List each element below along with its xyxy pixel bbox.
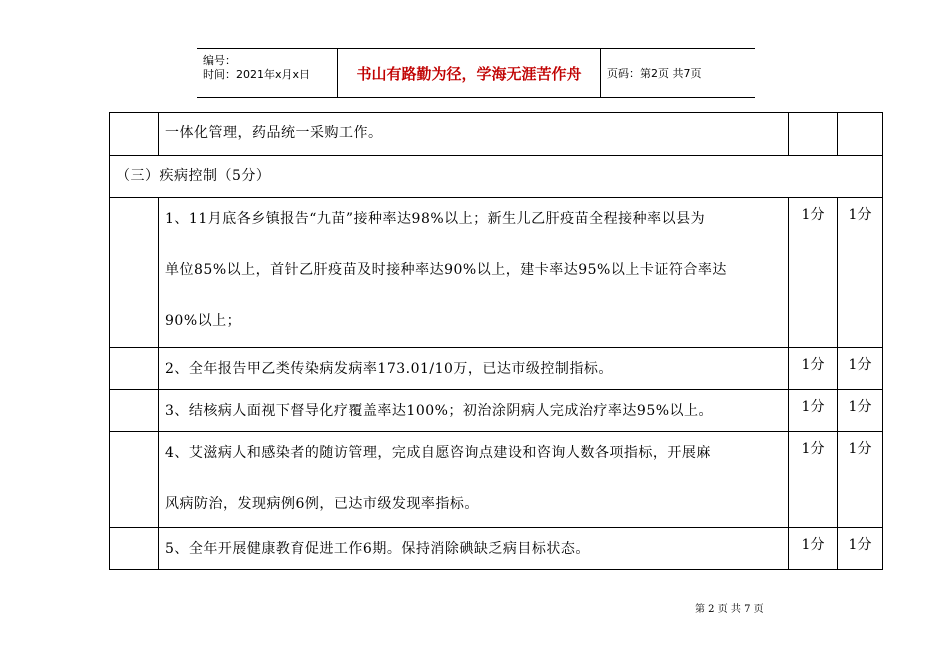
table-row [110, 390, 883, 432]
score-value: 1分 [801, 207, 825, 223]
item-line: 单位85%以上，首针乙肝疫苗及时接种率达90%以上，建卡率达95%以上卡证符合率达 [165, 262, 727, 278]
empty-cell [838, 113, 883, 156]
actual-cell [838, 528, 883, 570]
item-text-cell [159, 390, 789, 432]
score-cell [789, 528, 838, 570]
item-text-cell [159, 432, 789, 528]
time-label: 时间：2021年x月x日 [203, 68, 311, 81]
table-row [110, 348, 883, 390]
header-motto [337, 49, 601, 97]
item-text-cell [159, 528, 789, 570]
actual-value: 1分 [848, 441, 872, 457]
item-line: 3、结核病人面视下督导化疗覆盖率达100%；初治涂阴病人完成治疗率达95%以上。 [165, 403, 714, 419]
assessment-table [109, 112, 883, 570]
empty-cell [110, 390, 159, 432]
empty-cell [110, 528, 159, 570]
item-line: 4、艾滋病人和感染者的随访管理，完成自愿咨询点建设和咨询人数各项指标，开展麻 [165, 445, 711, 461]
actual-value: 1分 [848, 537, 872, 553]
empty-cell [110, 113, 159, 156]
page-footer: 第 2 页 共 7 页 [695, 604, 764, 615]
actual-cell [838, 198, 883, 348]
continuation-cell [159, 113, 789, 156]
item-line: 2、全年报告甲乙类传染病发病率173.01/10万，已达市级控制指标。 [165, 361, 613, 377]
motto-text: 书山有路勤为径，学海无涯苦作舟 [356, 64, 582, 83]
table-row [110, 198, 883, 348]
score-cell [789, 348, 838, 390]
page-header [197, 48, 755, 98]
item-text-cell [159, 198, 789, 348]
actual-cell [838, 348, 883, 390]
empty-cell [110, 348, 159, 390]
score-value: 1分 [801, 537, 825, 553]
header-meta [197, 49, 337, 97]
actual-cell [838, 390, 883, 432]
score-cell [789, 390, 838, 432]
item-line: 90%以上； [165, 313, 242, 329]
section-title-cell [110, 156, 883, 198]
score-value: 1分 [801, 399, 825, 415]
item-line: 5、全年开展健康教育促进工作6期。保持消除碘缺乏病目标状态。 [165, 541, 590, 557]
number-label: 编号： [203, 54, 236, 67]
item-line: 风病防治，发现病例6例，已达市级发现率指标。 [165, 496, 479, 512]
section-row [110, 156, 883, 198]
item-text-cell [159, 348, 789, 390]
table-row [110, 113, 883, 156]
empty-cell [789, 113, 838, 156]
table-row [110, 432, 883, 528]
section-title: （三）疾病控制（5分） [116, 168, 271, 184]
page-info: 页码：第2页 共7页 [607, 67, 702, 80]
item-line: 1、11月底各乡镇报告“九苗”接种率达98%以上；新生儿乙肝疫苗全程接种率以县为 [165, 211, 706, 227]
continuation-text: 一体化管理，药品统一采购工作。 [165, 125, 383, 141]
score-cell [789, 198, 838, 348]
actual-value: 1分 [848, 399, 872, 415]
score-value: 1分 [801, 441, 825, 457]
actual-value: 1分 [848, 207, 872, 223]
actual-cell [838, 432, 883, 528]
empty-cell [110, 198, 159, 348]
empty-cell [110, 432, 159, 528]
table-row [110, 528, 883, 570]
score-cell [789, 432, 838, 528]
actual-value: 1分 [848, 357, 872, 373]
score-value: 1分 [801, 357, 825, 373]
